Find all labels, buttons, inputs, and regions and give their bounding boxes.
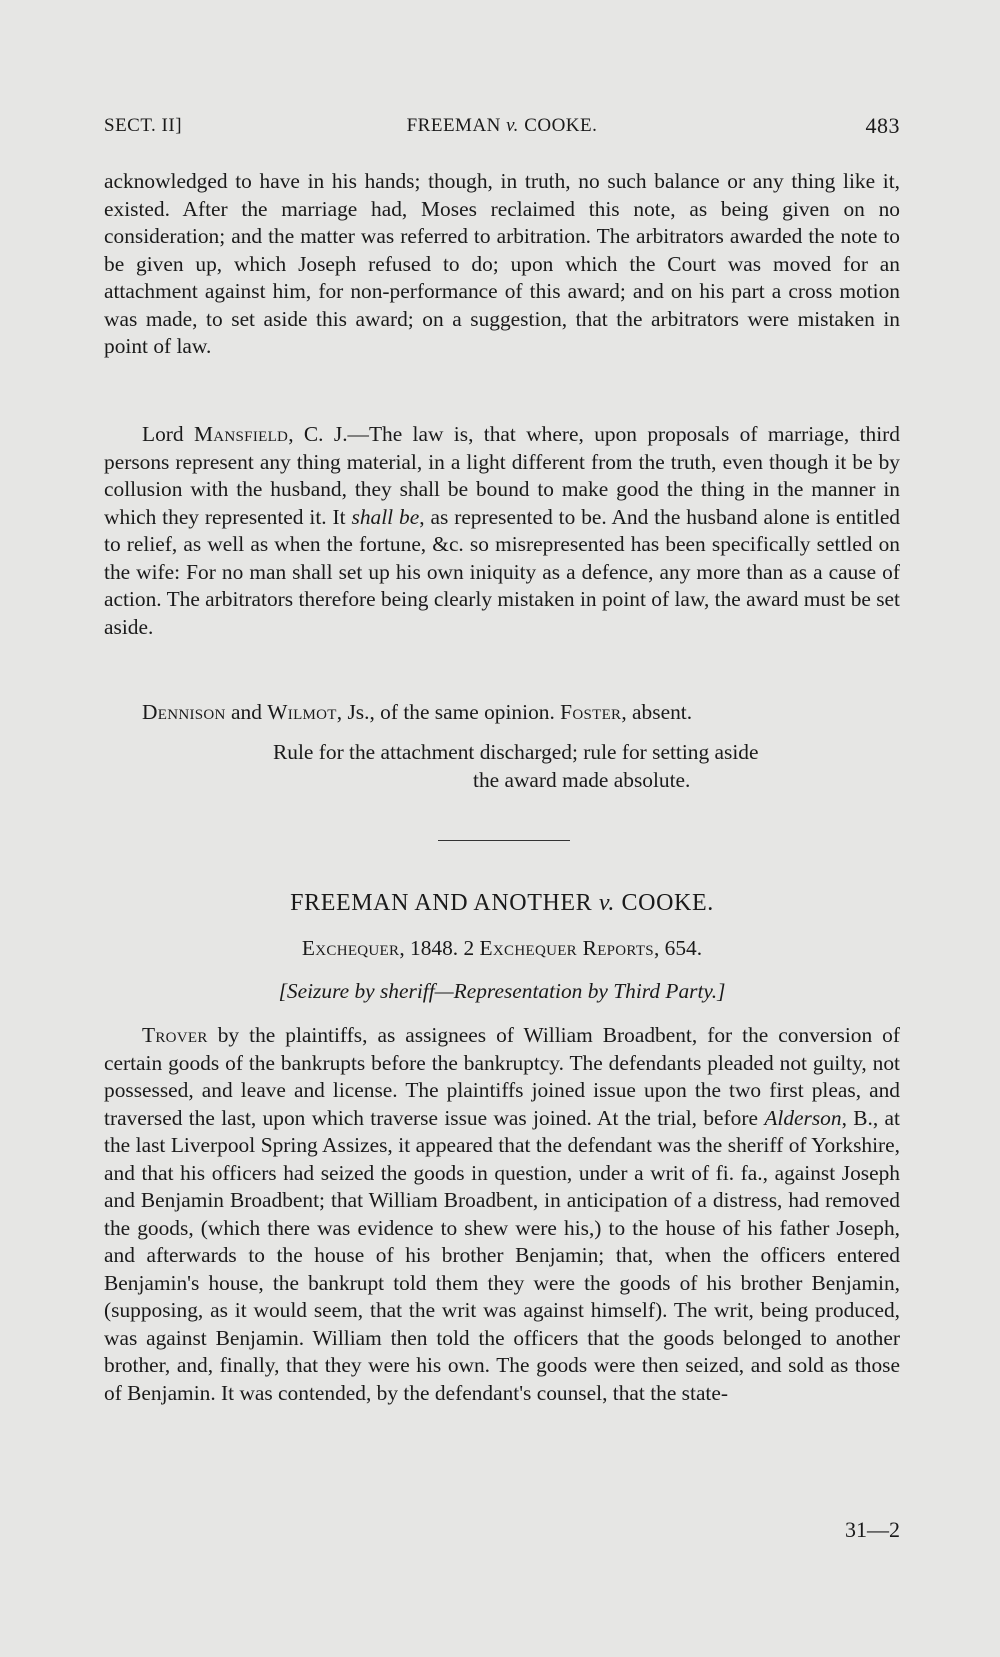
running-header [104, 113, 900, 143]
judge-name: Mansfield [193, 422, 289, 446]
running-title: FREEMAN v. COOKE. [406, 115, 598, 136]
section-label: SECT. II] [104, 115, 183, 136]
section-divider [438, 840, 570, 841]
paragraph-concurring: Dennison and Wilmot, Js., of the same opinion. Foster, absent. [142, 700, 693, 724]
ruling: Rule for the attachment discharged; rule for setting aside the award made absolute. [273, 740, 759, 792]
case-subject: [Seizure by sheriff—Representation by Third Party.] [278, 979, 726, 1003]
page-number: 483 [865, 113, 900, 138]
paragraph-facts: Trover by the plaintiffs, as assignees of William Broadbent, for the conversion of certain goods of the bankrupts before the bankruptcy. The defendants pleaded not guilty, not possessed, and leave and license. The plaintiffs joined issue upon the two first pleas, and traversed the last, upon which traverse issue was joined. At the trial, before Alderson, B., at the last Liverpool Spring Assizes, it appeared that the defendant was the sheriff of Yorkshire, and that his officers had seized the goods in question, under a writ of fi. fa., against Joseph and Benjamin Broadbent; that William Broadbent, in anticipation of a distress, had removed the goods, (which there was evidence to shew were his,) to the house of his father Joseph, and afterwards to the house of his brother Benjamin; that, when the officers entered Benjamin's house, the bankrupt told them they were the goods of his brother Benjamin, (supposing, as it would seem, that the writ was against himself). The writ, being produced, was against Benjamin. William then told the officers that the goods belonged to another brother, and, finally, that they were his own. The goods were then seized, and sold as those of Benjamin. It was contended, by the defendant's counsel, that the state- [104, 1023, 900, 1405]
signature-mark: 31—2 [845, 1517, 900, 1542]
case-title: FREEMAN AND ANOTHER v. COOKE. [290, 890, 714, 916]
paragraph-continued: acknowledged to have in his hands; though, in truth, no such balance or any thing like it, existed. After the marriage had, Moses reclaimed this note, as being given on no consideration; and the matter was referred to arbitration. The arbitrators awarded the note to be given up, which Joseph refused to do; upon which the Court was moved for an attachment against him, for non-performance of this award; and on his part a cross motion was made, to set aside this award; on a suggestion, that the arbitrators were mistaken in point of law. [104, 169, 900, 358]
court-citation: Exchequer, 1848. 2 Exchequer Reports, 654. [301, 936, 703, 960]
paragraph-opinion-mansfield: Lord Mansfield, C. J.—The law is, that where, upon proposals of marriage, third persons represent any thing material, in a light different from the truth, even though it be by collusion with the husband, they shall be bound to make good the thing in the manner in which they represented it. It shall be, as represented to be. And the husband alone is entitled to relief, as well as when the fortune, &c. so misrepresented has been specifically settled on the wife: For no man shall set up his own iniquity as a defence, any more than as a cause of action. The arbitrators therefore being clearly mistaken in point of law, the award must be set aside. [104, 422, 901, 639]
